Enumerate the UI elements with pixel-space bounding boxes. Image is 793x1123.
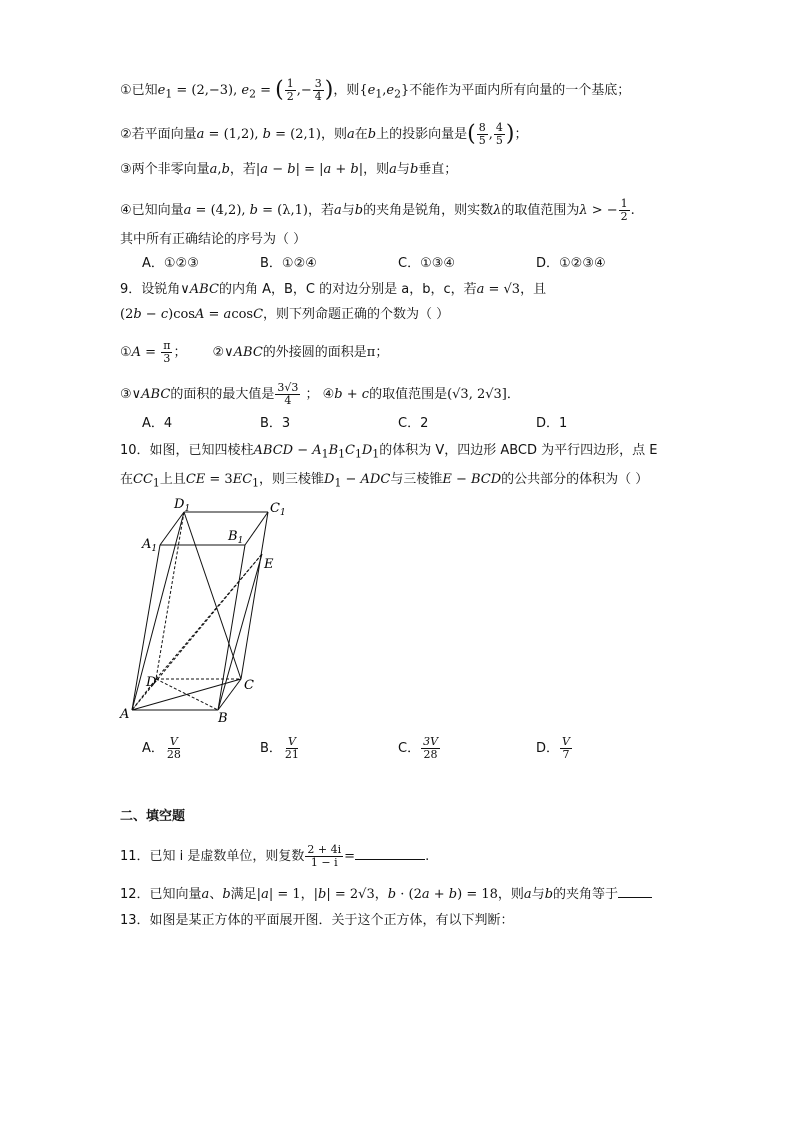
edge-c1c — [241, 512, 268, 679]
q9-line-1: 9．设锐角∨ABC的内角 A，B，C 的对边分别是 a，b，c，若a = √3，且 — [120, 282, 547, 297]
q8-statement-2: ②若平面向量a = (1,2), b = (2,1)，则a在b上的投影向量是( $\frac{8}{5}$ , $\frac{4}{5}$ )； — [120, 121, 528, 147]
q10-option-b[interactable]: B． $\frac{V}{21}$ — [260, 735, 299, 761]
q9-propositions-1-2: ①A = $\frac{\pi}{3}$ ； ②∨ABC的外接圆的面积是π； — [120, 339, 389, 365]
label-e: E — [264, 557, 274, 572]
section-title: 二、填空题 — [120, 809, 186, 824]
edge-d1d-hidden — [156, 512, 184, 679]
q8-question: 其中所有正确结论的序号为（ ） — [120, 232, 307, 247]
label-a: A — [120, 707, 130, 722]
q8-statement-3: ③两个非零向量a,b，若|a − b| = |a + b|，则a与b垂直； — [120, 162, 458, 177]
q13: 13．如图是某正方体的平面展开图．关于这个正方体，有以下判断： — [120, 913, 514, 928]
label-b: B — [218, 711, 228, 726]
q8-statement-4: ④已知向量a = (4,2), b = (λ,1)，若a与b的夹角是锐角，则实数λ的取值范围为λ > − $\frac{1}{2}$ . — [120, 197, 635, 223]
q9-option-a[interactable]: A．4 — [142, 416, 173, 431]
edge-d1a1 — [160, 512, 184, 545]
q10-option-a[interactable]: A． $\frac{V}{28}$ — [142, 735, 181, 761]
q12-answer-blank[interactable] — [618, 883, 652, 898]
q9-option-c[interactable]: C．2 — [398, 416, 429, 431]
line-de-hidden — [156, 554, 262, 679]
label-c: C — [244, 678, 254, 693]
q9-option-b[interactable]: B．3 — [260, 416, 291, 431]
q11-answer-blank[interactable] — [355, 845, 425, 860]
q9-line-2: (2b − c)cosA = acosC，则下列命题正确的个数为（ ） — [120, 307, 450, 322]
q8-option-a[interactable]: A．①②③ — [142, 256, 199, 271]
q10-option-c[interactable]: C． $\frac{3V}{28}$ — [398, 735, 439, 761]
label-c1: $C_1$ — [270, 501, 286, 518]
label-d1: $D_1$ — [174, 497, 191, 514]
q11: 11．已知 i 是虚数单位，则复数 $\frac{2 + 4i}{1 - i}$ = . — [120, 843, 430, 869]
q8-statement-1: ①已知$e_1 = (2,-3)$, $e_2$ = ( $\frac{1}{2}$ ,− $\frac{3}{4}$ )，则$\{e_1,e_2\}$不能作为平面内所有向量的一个基底； — [120, 77, 631, 103]
edge-bc — [218, 679, 241, 710]
q10-option-d[interactable]: D． $\frac{V}{7}$ — [536, 735, 570, 761]
label-d: D — [146, 675, 157, 690]
q8-option-d[interactable]: D．①②③④ — [536, 256, 606, 271]
edge-b1c1 — [245, 512, 268, 545]
prism-figure — [110, 492, 310, 732]
q8-option-b[interactable]: B．①②④ — [260, 256, 317, 271]
q12: 12．已知向量a、b满足|a| = 1，|b| = 2√3，b · (2a + b) = 18，则a与b的夹角等于 — [120, 883, 652, 905]
q10-line-1: 10．如图，已知四棱柱ABCD − $A_1B_1C_1D_1$的体积为 V，四边形 ABCD 为平行四边形，点 E — [120, 443, 658, 461]
label-b1: $B_1$ — [228, 529, 244, 546]
q9-propositions-3-4: ③∨ABC的面积的最大值是 $\frac{3√3}{4}$ ； ④b + c的取值范围是(√3, 2√3]． — [120, 381, 520, 407]
q8-option-c[interactable]: C．①③④ — [398, 256, 456, 271]
q9-option-d[interactable]: D．1 — [536, 416, 568, 431]
q10-line-2: 在$CC_1$上且CE = $3EC_1$，则三棱锥$D_1$ − ADC与三棱锥E − BCD的公共部分的体积为（ ） — [120, 472, 649, 490]
label-a1: $A_1$ — [142, 537, 158, 554]
